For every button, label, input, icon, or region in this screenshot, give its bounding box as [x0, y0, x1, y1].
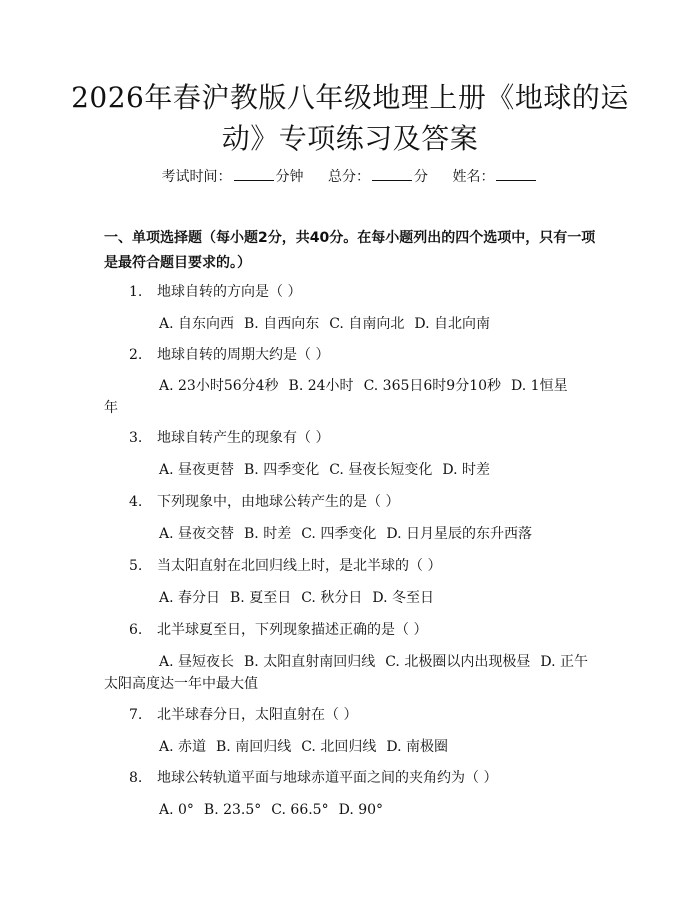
question-number: 8. — [129, 770, 143, 786]
total-score-unit: 分 — [414, 169, 428, 185]
question-number: 3. — [129, 430, 143, 446]
option-d: D. 1恒星 — [511, 378, 568, 394]
option-d: D. 90° — [338, 802, 384, 818]
question-3 — [129, 428, 329, 448]
option-d: D. 自北向南 — [414, 316, 490, 332]
option-b: B. 夏至日 — [230, 590, 292, 606]
option-a: A. 0° — [159, 802, 194, 818]
option-c: C. 昼夜长短变化 — [329, 462, 433, 478]
question-8 — [129, 768, 497, 788]
option-d: D. 时差 — [442, 462, 490, 478]
option-c: C. 自南向北 — [329, 316, 405, 332]
option-a: A. 23小时56分4秒 — [159, 378, 279, 394]
option-b: B. 23.5° — [203, 802, 262, 818]
question-2-options — [159, 376, 578, 396]
section-heading — [104, 226, 604, 276]
question-4 — [129, 492, 399, 512]
student-name-label: 姓名： — [452, 169, 495, 185]
question-4-options — [159, 524, 542, 544]
option-c: C. 北极圈以内出现极昼 — [385, 654, 531, 670]
section-heading-line-1: 一、单项选择题（每小题2分，共40分。在每小题列出的四个选项中，只有一项 — [104, 230, 596, 246]
question-number: 2. — [129, 347, 143, 363]
document-title-line-1: 2026年春沪教版八年级地理上册《地球的运 — [71, 81, 629, 114]
exam-time-blank — [234, 168, 274, 181]
total-score-label: 总分： — [328, 169, 370, 185]
question-2 — [129, 345, 329, 365]
option-c: C. 四季变化 — [301, 526, 377, 542]
option-b: B. 时差 — [244, 526, 292, 542]
question-stem: 地球自转的周期大约是（ ） — [157, 347, 330, 363]
exam-time-field — [162, 167, 304, 187]
option-d: D. 正午 — [540, 654, 588, 670]
question-number: 5. — [129, 558, 143, 574]
question-1 — [129, 282, 301, 302]
option-d: D. 冬至日 — [372, 590, 434, 606]
option-b: B. 自西向东 — [244, 316, 320, 332]
question-number: 6. — [129, 622, 143, 638]
question-2-options-wrap: 年 — [104, 400, 118, 416]
option-a: A. 自东向西 — [159, 316, 235, 332]
document-title-line-2: 动》专项练习及答案 — [221, 122, 479, 155]
question-6 — [129, 620, 427, 640]
option-a: A. 赤道 — [159, 739, 207, 755]
option-a: A. 昼夜更替 — [159, 462, 235, 478]
question-3-options — [159, 460, 500, 480]
question-number: 1. — [129, 284, 143, 300]
total-score-field — [328, 167, 428, 187]
student-name-blank — [496, 168, 536, 181]
option-c: C. 秋分日 — [301, 590, 363, 606]
question-stem: 下列现象中，由地球公转产生的是（ ） — [157, 494, 400, 510]
student-name-field — [452, 167, 538, 187]
exam-info-bar — [0, 167, 700, 187]
question-stem: 地球公转轨道平面与地球赤道平面之间的夹角约为（ ） — [157, 770, 498, 786]
question-number: 7. — [129, 707, 143, 723]
question-6-options-wrap: 太阳高度达一年中最大值 — [104, 676, 258, 692]
question-6-options — [159, 652, 598, 672]
question-stem: 北半球春分日，太阳直射在（ ） — [157, 707, 358, 723]
question-5-options — [159, 588, 444, 608]
total-score-blank — [372, 168, 412, 181]
option-b: B. 24小时 — [288, 378, 354, 394]
option-b: B. 南回归线 — [216, 739, 292, 755]
exam-time-unit: 分钟 — [275, 169, 304, 185]
option-a: A. 昼短夜长 — [159, 654, 235, 670]
question-number: 4. — [129, 494, 143, 510]
option-c: C. 365日6时9分10秒 — [363, 378, 502, 394]
question-stem: 地球自转的方向是（ ） — [157, 284, 302, 300]
option-a: A. 春分日 — [159, 590, 221, 606]
option-c: C. 北回归线 — [301, 739, 377, 755]
question-7 — [129, 705, 357, 725]
option-b: B. 四季变化 — [244, 462, 320, 478]
exam-time-label: 考试时间： — [161, 169, 232, 185]
question-7-options — [159, 737, 458, 757]
option-c: C. 66.5° — [271, 802, 329, 818]
option-a: A. 昼夜交替 — [159, 526, 235, 542]
question-5 — [129, 556, 441, 576]
option-d: D. 日月星辰的东升西落 — [386, 526, 532, 542]
section-heading-line-2: 是最符合题目要求的。） — [104, 255, 251, 271]
option-d: D. 南极圈 — [386, 739, 448, 755]
question-1-options — [159, 314, 500, 334]
question-stem: 当太阳直射在北回归线上时，是北半球的（ ） — [157, 558, 442, 574]
question-stem: 地球自转产生的现象有（ ） — [157, 430, 330, 446]
question-8-options — [159, 800, 393, 820]
option-b: B. 太阳直射南回归线 — [244, 654, 376, 670]
question-stem: 北半球夏至日，下列现象描述正确的是（ ） — [157, 622, 428, 638]
